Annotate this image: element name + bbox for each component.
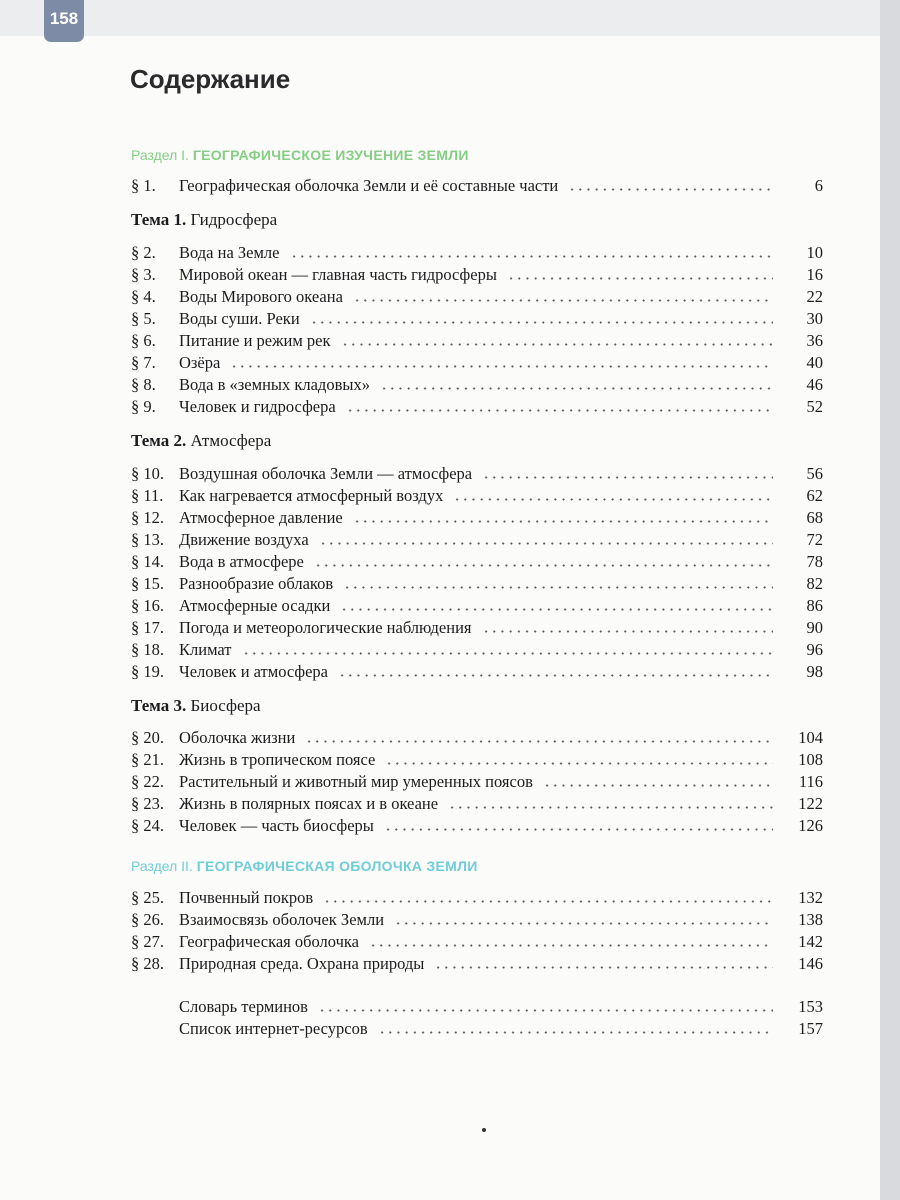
entry-title: Человек и гидросфера <box>179 397 336 416</box>
entry-title: Растительный и животный мир умеренных поясов <box>179 772 533 791</box>
entry-number: § 4. <box>131 287 156 306</box>
entry-number: § 13. <box>131 530 164 549</box>
entry-number: § 20. <box>131 728 164 747</box>
entry-number: § 12. <box>131 508 164 527</box>
section-title: ГЕОГРАФИЧЕСКАЯ ОБОЛОЧКА ЗЕМЛИ <box>196 858 478 874</box>
toc-entry[interactable] <box>131 352 823 374</box>
entry-title: Вода в атмосфере <box>179 552 304 571</box>
entry-number: § 28. <box>131 954 164 973</box>
entry-page: 90 <box>806 618 823 637</box>
dot-leader <box>543 782 773 788</box>
entry-page: 30 <box>806 309 823 328</box>
topic-heading-2 <box>131 429 271 453</box>
top-band <box>0 0 880 36</box>
entry-number: § 8. <box>131 375 156 394</box>
entry-page: 36 <box>806 331 823 350</box>
dot-leader <box>482 474 773 480</box>
entry-page: 98 <box>806 662 823 681</box>
toc-entry[interactable] <box>131 264 823 286</box>
section-prefix: Раздел I. <box>131 147 193 163</box>
dot-leader <box>380 385 773 391</box>
entry-title: Географическая оболочка Земли и её составные части <box>179 176 559 195</box>
dot-leader <box>242 650 773 656</box>
toc-entry[interactable] <box>131 639 823 661</box>
entry-number: § 24. <box>131 816 164 835</box>
toc-entry[interactable] <box>131 485 823 507</box>
entry-page: 62 <box>806 486 823 505</box>
entry-page: 153 <box>798 997 823 1016</box>
dot-leader <box>290 253 774 259</box>
toc-entry[interactable] <box>131 793 823 815</box>
toc-entry[interactable] <box>131 931 823 953</box>
entry-title: Человек — часть биосферы <box>179 816 374 835</box>
entry-title: Разнообразие облаков <box>179 574 334 593</box>
dot-leader <box>507 275 773 281</box>
entry-page: 16 <box>806 265 823 284</box>
dot-leader <box>340 606 773 612</box>
page-edge-strip <box>880 0 900 1200</box>
dot-leader <box>369 942 773 948</box>
toc-entry[interactable] <box>131 463 823 485</box>
entry-title: Погода и метеорологические наблюдения <box>179 618 472 637</box>
entry-page: 68 <box>806 508 823 527</box>
entry-page: 72 <box>806 530 823 549</box>
dot-leader <box>448 804 773 810</box>
dot-leader <box>346 407 773 413</box>
dot-leader <box>453 496 773 502</box>
entry-page: 78 <box>806 552 823 571</box>
entry-number: § 2. <box>131 243 156 262</box>
entry-page: 46 <box>806 375 823 394</box>
toc-entry[interactable] <box>131 953 823 975</box>
entry-page: 56 <box>806 464 823 483</box>
entry-number: § 18. <box>131 640 164 659</box>
toc-entry[interactable] <box>131 551 823 573</box>
dot-leader <box>568 186 773 192</box>
entry-number: § 16. <box>131 596 164 615</box>
entry-page: 138 <box>798 910 823 929</box>
page-title: Содержание <box>130 64 291 94</box>
toc-entry-resources[interactable] <box>131 1018 823 1040</box>
entry-page: 126 <box>798 816 823 835</box>
entry-number: § 15. <box>131 574 164 593</box>
dot-leader <box>314 562 773 568</box>
dot-leader <box>343 584 773 590</box>
entry-title: Как нагревается атмосферный воздух <box>179 486 444 505</box>
topic-title: Биосфера <box>186 696 261 715</box>
dot-leader <box>384 826 773 832</box>
topic-title: Атмосфера <box>186 431 272 450</box>
topic-prefix: Тема 1. <box>131 210 187 229</box>
entry-number: § 3. <box>131 265 156 284</box>
entry-page: 86 <box>806 596 823 615</box>
entry-number: § 17. <box>131 618 164 637</box>
entry-title: Атмосферные осадки <box>179 596 331 615</box>
entry-title: Воды суши. Реки <box>179 309 300 328</box>
entry-title: Климат <box>179 640 232 659</box>
entry-page: 82 <box>806 574 823 593</box>
entry-number: § 9. <box>131 397 156 416</box>
entry-title: Воздушная оболочка Земли — атмосфера <box>179 464 473 483</box>
topic-heading-1 <box>131 208 277 232</box>
dot-leader <box>394 920 773 926</box>
section-header-2 <box>131 855 478 877</box>
entry-title: Почвенный покров <box>179 888 314 907</box>
toc-entry[interactable] <box>131 771 823 793</box>
entry-page: 6 <box>814 176 823 195</box>
entry-page: 52 <box>806 397 823 416</box>
entry-number: § 21. <box>131 750 164 769</box>
entry-title: Атмосферное давление <box>179 508 343 527</box>
entry-title: Питание и режим рек <box>179 331 331 350</box>
toc-entry[interactable] <box>131 887 823 909</box>
toc-entry[interactable] <box>131 330 823 352</box>
entry-number: § 5. <box>131 309 156 328</box>
entry-number: § 27. <box>131 932 164 951</box>
entry-title: Географическая оболочка <box>179 932 360 951</box>
toc-entry[interactable] <box>131 595 823 617</box>
dot-leader <box>385 760 773 766</box>
entry-title: Вода в «земных кладовых» <box>179 375 370 394</box>
entry-page: 142 <box>798 932 823 951</box>
toc-entry[interactable] <box>131 727 823 749</box>
toc-entry[interactable] <box>131 286 823 308</box>
entry-title: Жизнь в полярных поясах и в океане <box>179 794 439 813</box>
entry-number: § 11. <box>131 486 164 505</box>
dot-leader <box>305 738 773 744</box>
toc-entry[interactable] <box>131 396 823 418</box>
section-header-1 <box>131 144 469 166</box>
entry-page: 146 <box>798 954 823 973</box>
entry-title: Оболочка жизни <box>179 728 296 747</box>
entry-number: § 1. <box>131 176 156 195</box>
entry-title: Вода на Земле <box>179 243 280 262</box>
toc-entry[interactable] <box>131 661 823 683</box>
print-speck <box>482 1128 486 1132</box>
dot-leader <box>338 672 773 678</box>
toc-entry[interactable] <box>131 374 823 396</box>
toc-entry[interactable] <box>131 242 823 264</box>
entry-number: § 10. <box>131 464 164 483</box>
entry-number: § 7. <box>131 353 156 372</box>
toc-entry[interactable] <box>131 909 823 931</box>
entry-page: 122 <box>798 794 823 813</box>
entry-title: Список интернет-ресурсов <box>179 1019 368 1038</box>
section-title: ГЕОГРАФИЧЕСКОЕ ИЗУЧЕНИЕ ЗЕМЛИ <box>192 147 469 163</box>
toc-entry[interactable] <box>131 507 823 529</box>
dot-leader <box>341 341 773 347</box>
dot-leader <box>353 518 773 524</box>
entry-page: 157 <box>798 1019 823 1038</box>
dot-leader <box>319 540 773 546</box>
entry-title: Словарь терминов <box>179 997 308 1016</box>
entry-title: Взаимосвязь оболочек Земли <box>179 910 385 929</box>
entry-number: § 22. <box>131 772 164 791</box>
entry-title: Природная среда. Охрана природы <box>179 954 425 973</box>
page-number-badge: 158 <box>44 0 84 42</box>
toc-entry[interactable] <box>131 175 823 197</box>
toc-entry[interactable] <box>131 815 823 837</box>
toc-entry[interactable] <box>131 308 823 330</box>
entry-number: § 26. <box>131 910 164 929</box>
entry-number: § 6. <box>131 331 156 350</box>
dot-leader <box>323 898 773 904</box>
entry-title: Озёра <box>179 353 221 372</box>
entry-page: 104 <box>798 728 823 747</box>
section-prefix: Раздел II. <box>131 858 197 874</box>
toc-entry[interactable] <box>131 529 823 551</box>
entry-number: § 19. <box>131 662 164 681</box>
dot-leader <box>318 1007 773 1013</box>
dot-leader <box>353 297 773 303</box>
dot-leader <box>482 628 774 634</box>
topic-prefix: Тема 2. <box>131 431 187 450</box>
dot-leader <box>434 964 773 970</box>
entry-page: 96 <box>806 640 823 659</box>
entry-page: 10 <box>806 243 823 262</box>
toc-entry[interactable] <box>131 617 823 639</box>
entry-page: 116 <box>798 772 823 791</box>
entry-number: § 25. <box>131 888 164 907</box>
entry-title: Мировой океан — главная часть гидросферы <box>179 265 497 284</box>
topic-title: Гидросфера <box>186 210 278 229</box>
dot-leader <box>378 1029 773 1035</box>
dot-leader <box>310 319 773 325</box>
entry-page: 108 <box>798 750 823 769</box>
entry-title: Жизнь в тропическом поясе <box>179 750 376 769</box>
toc-entry[interactable] <box>131 749 823 771</box>
entry-page: 22 <box>806 287 823 306</box>
toc-entry[interactable] <box>131 573 823 595</box>
entry-title: Движение воздуха <box>179 530 309 549</box>
entry-page: 40 <box>806 353 823 372</box>
entry-number: § 14. <box>131 552 164 571</box>
entry-page: 132 <box>798 888 823 907</box>
toc-entry-glossary[interactable] <box>131 996 823 1018</box>
entry-title: Воды Мирового океана <box>179 287 343 306</box>
entry-number: § 23. <box>131 794 164 813</box>
topic-heading-3 <box>131 694 261 718</box>
dot-leader <box>230 363 773 369</box>
topic-prefix: Тема 3. <box>131 696 187 715</box>
entry-title: Человек и атмосфера <box>179 662 328 681</box>
